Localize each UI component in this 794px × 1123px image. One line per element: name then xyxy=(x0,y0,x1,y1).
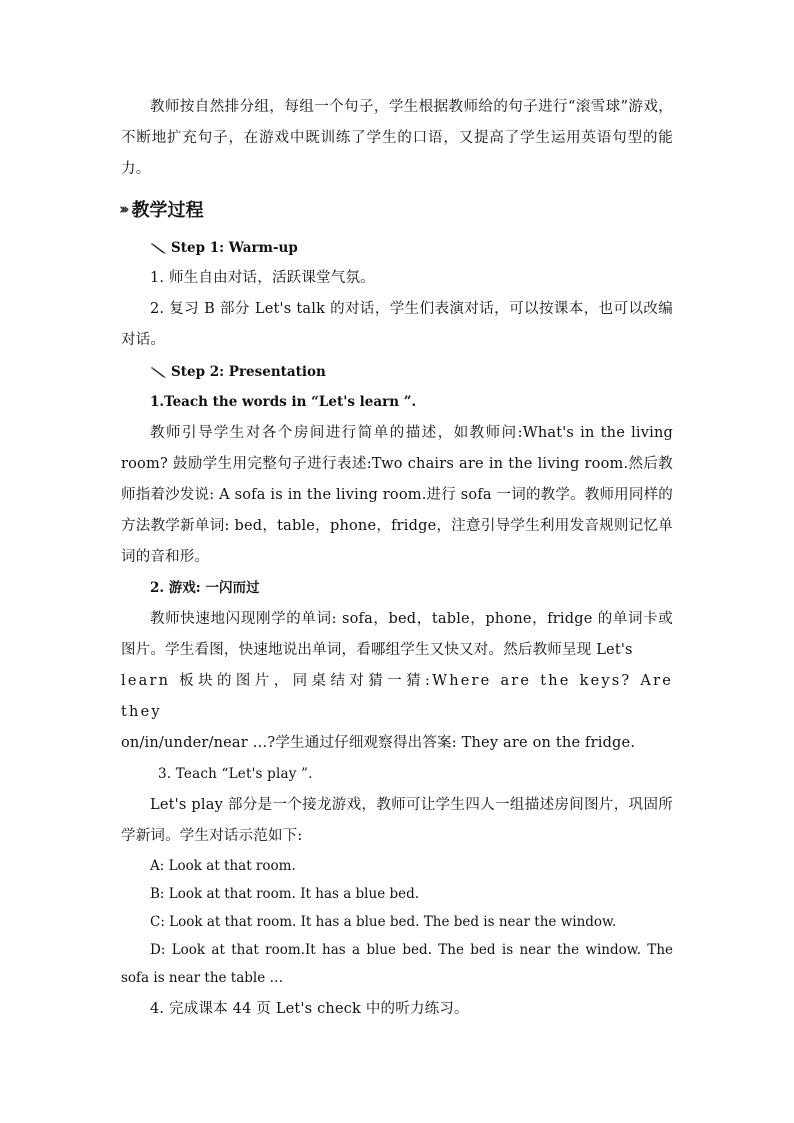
step-2-heading xyxy=(150,356,673,387)
dialog-line-c: C: Look at that room. It has a blue bed. The bed is near the window. xyxy=(150,914,617,930)
step-1-item-2: 2. 复习 B 部分 Let's talk 的对话，学生们表演对话，可以按课本，也可以改编对话。 xyxy=(121,301,673,348)
dialog-line-a: A: Look at that room. xyxy=(150,858,296,874)
pen-icon xyxy=(150,241,168,255)
part-2-text-c: on/in/under/near …?学生通过仔细观察得出答案: They are on the fridge. xyxy=(121,735,636,751)
document-page xyxy=(121,92,673,1025)
part-3-title: 3. Teach “Let's play ”. xyxy=(158,766,313,782)
chevron-double-icon: ››› xyxy=(119,200,126,218)
part-1-text: 教师引导学生对各个房间进行简单的描述，如教师问:What's in the living room? 鼓励学生用完整句子进行表述:Two chairs are in the living room.然后教师指着沙发说: A sofa is in the living room.进行 sofa 一词的教学。教师用同样的方法教学新单词: bed，table，phone，fridge，注意引导学生利用发音规则记忆单词的音和形。 xyxy=(121,425,673,565)
step-1-item-1: 1. 师生自由对话，活跃课堂气氛。 xyxy=(150,270,375,286)
step-1-heading xyxy=(150,232,673,263)
part-4-text: 4. 完成课本 44 页 Let's check 中的听力练习。 xyxy=(150,1001,469,1017)
part-2-title: 2. 游戏: 一闪而过 xyxy=(150,580,260,596)
section-title: 教学过程 xyxy=(131,200,204,221)
pen-icon xyxy=(150,365,168,379)
part-2-text-b: learn 板块的图片，同桌结对猜一猜:Where are the keys? Are they xyxy=(121,673,673,720)
part-3-text: Let's play 部分是一个接龙游戏，教师可让学生四人一组描述房间图片，巩固所学新词。学生对话示范如下: xyxy=(121,797,673,844)
section-heading xyxy=(119,192,673,226)
dialog-line-b: B: Look at that room. It has a blue bed. xyxy=(150,886,420,902)
step-2-title: Step 2: Presentation xyxy=(171,363,326,380)
dialog-line-d: D: Look at that room.It has a blue bed. The bed is near the window. The sofa is near the table … xyxy=(121,942,673,986)
step-1-title: Step 1: Warm-up xyxy=(171,239,298,256)
part-2-text-a: 教师快速地闪现刚学的单词: sofa，bed，table，phone，fridge 的单词卡或图片。学生看图，快速地说出单词，看哪组学生又快又对。然后教师呈现 Let's xyxy=(121,611,673,658)
part-1-title: 1.Teach the words in “Let's learn ”. xyxy=(150,394,417,410)
intro-paragraph: 教师按自然排分组，每组一个句子，学生根据教师给的句子进行“滚雪球”游戏，不断地扩充句子，在游戏中既训练了学生的口语，又提高了学生运用英语句型的能力。 xyxy=(121,99,673,177)
